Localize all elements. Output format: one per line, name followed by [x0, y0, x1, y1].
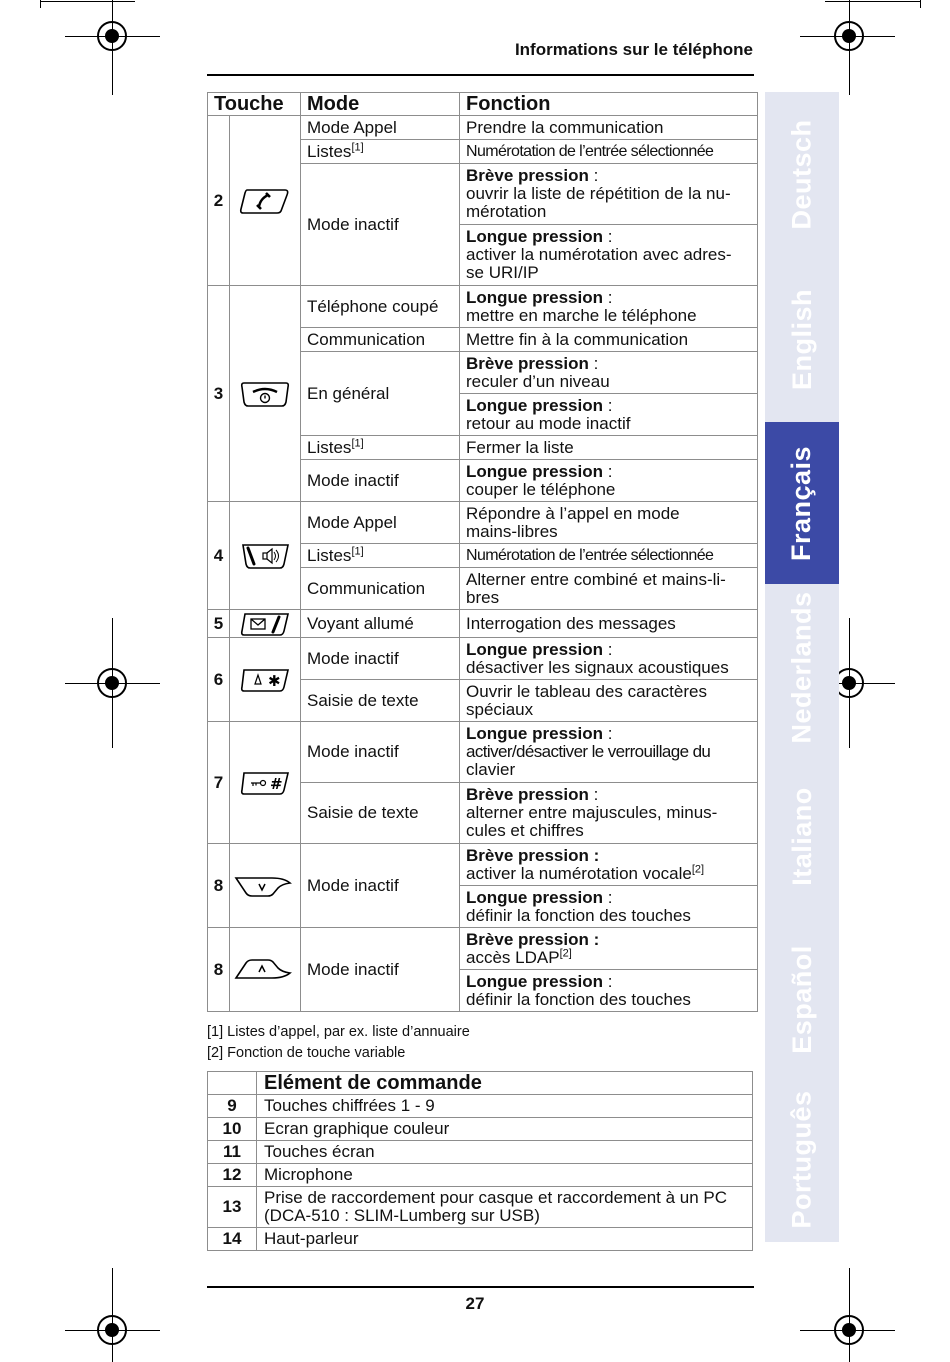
- mode-cell: Listes[1]: [301, 436, 460, 460]
- mode-cell: Listes[1]: [301, 140, 460, 164]
- mode-cell: Communication: [301, 568, 460, 610]
- function-cell: Longue pression : activer la numérotation avec adres- se URI/IP: [460, 225, 758, 286]
- speaker-key-icon: [239, 542, 291, 570]
- key-number: 2: [208, 116, 230, 286]
- registration-mark: [97, 1315, 127, 1345]
- header-rule: [207, 74, 754, 76]
- table-row: [208, 610, 758, 638]
- mode-cell: Mode inactif: [301, 164, 460, 286]
- function-cell: Longue pression : désactiver les signaux acoustiques: [460, 638, 758, 680]
- table-header-row: [208, 1072, 753, 1095]
- language-sidebar: [765, 92, 839, 1242]
- key-number: 3: [208, 286, 230, 502]
- registration-mark: [834, 1315, 864, 1345]
- header-fonction: Fonction: [460, 93, 758, 116]
- mode-cell: Mode inactif: [301, 638, 460, 680]
- function-cell: Prendre la communication: [460, 116, 758, 140]
- mode-cell: Mode inactif: [301, 460, 460, 502]
- tab-portugues[interactable]: Português: [786, 1090, 817, 1229]
- table-row: 13 Prise de raccordement pour casque et raccordement à un PC (DCA-510 : SLIM-Lumberg sur USB): [208, 1187, 753, 1228]
- handset-hangup-icon: [239, 380, 291, 408]
- header-touche: Touche: [208, 93, 301, 116]
- mode-cell: Saisie de texte: [301, 783, 460, 844]
- function-cell: Brève pression : reculer d’un niveau: [460, 352, 758, 394]
- key-number: 8: [208, 928, 230, 1012]
- mode-cell: Mode inactif: [301, 928, 460, 1012]
- tab-italiano[interactable]: Italiano: [786, 786, 817, 886]
- registration-mark: [97, 668, 127, 698]
- function-cell: Interrogation des messages: [460, 610, 758, 638]
- mode-cell: Téléphone coupé: [301, 286, 460, 328]
- tab-nederlands[interactable]: Nederlands: [786, 590, 817, 744]
- page-number: 27: [465, 1294, 485, 1313]
- registration-mark: [834, 21, 864, 51]
- footer-rule: [207, 1286, 754, 1288]
- key-number: 4: [208, 502, 230, 610]
- table-row: [208, 638, 758, 680]
- control-elements-table: [207, 1071, 753, 1251]
- table-header-row: [208, 93, 758, 116]
- svg-text:✱: ✱: [268, 671, 281, 690]
- key-number: 6: [208, 638, 230, 722]
- table-row: 10 Ecran graphique couleur: [208, 1118, 753, 1141]
- function-cell: Longue pression : activer/désactiver le verrouillage du clavier: [460, 722, 758, 783]
- table-row: [208, 116, 758, 140]
- handset-lift-icon: [239, 187, 291, 215]
- registration-mark: [97, 21, 127, 51]
- function-cell: Longue pression : définir la fonction des touches: [460, 886, 758, 928]
- mode-cell: Mode inactif: [301, 844, 460, 928]
- mode-cell: Mode inactif: [301, 722, 460, 783]
- function-cell: Longue pression : retour au mode inactif: [460, 394, 758, 436]
- tab-english[interactable]: English: [786, 288, 817, 391]
- key-number: 7: [208, 722, 230, 844]
- mode-cell: Mode Appel: [301, 502, 460, 544]
- footnotes: [207, 1022, 470, 1064]
- message-key-icon: [239, 611, 291, 637]
- function-cell: Longue pression : mettre en marche le téléphone: [460, 286, 758, 328]
- footnote: [2] Fonction de touche variable: [207, 1045, 406, 1061]
- table-row: 12 Microphone: [208, 1164, 753, 1187]
- function-cell: Mettre fin à la communication: [460, 328, 758, 352]
- bell-star-key-icon: [239, 667, 291, 693]
- function-cell: Alterner entre combiné et mains-li- bres: [460, 568, 758, 610]
- tab-deutsch[interactable]: Deutsch: [786, 119, 817, 230]
- function-cell: Numérotation de l’entrée sélectionnée: [460, 140, 758, 164]
- function-cell: Longue pression : couper le téléphone: [460, 460, 758, 502]
- function-cell: Numérotation de l’entrée sélectionnée: [460, 544, 758, 568]
- key-function-table: [207, 92, 758, 1012]
- key-hash-key-icon: [239, 770, 291, 796]
- function-cell: Ouvrir le tableau des caractères spéciaux: [460, 680, 758, 722]
- function-cell: Répondre à l’appel en mode mains-libres: [460, 502, 758, 544]
- mode-cell: Communication: [301, 328, 460, 352]
- mode-cell: Mode Appel: [301, 116, 460, 140]
- key-number: 8: [208, 844, 230, 928]
- table-row: [208, 502, 758, 544]
- table-row: [208, 928, 758, 970]
- function-cell: Brève pression : activer la numérotation vocale[2]: [460, 844, 758, 886]
- table-row: 14 Haut-parleur: [208, 1228, 753, 1251]
- function-cell: Longue pression : définir la fonction des touches: [460, 970, 758, 1012]
- page-header-title: Informations sur le téléphone: [514, 40, 753, 59]
- function-cell: Fermer la liste: [460, 436, 758, 460]
- nav-down-key-icon: [234, 874, 296, 898]
- header-mode: Mode: [301, 93, 460, 116]
- header-element: Elément de commande: [257, 1072, 753, 1095]
- mode-cell: En général: [301, 352, 460, 436]
- nav-up-key-icon: [234, 958, 296, 982]
- svg-text:#: #: [270, 774, 283, 793]
- table-row: 9 Touches chiffrées 1 - 9: [208, 1095, 753, 1118]
- function-cell: Brève pression : accès LDAP[2]: [460, 928, 758, 970]
- table-row: [208, 722, 758, 783]
- tab-francais[interactable]: Français: [765, 422, 839, 584]
- table-row: 11 Touches écran: [208, 1141, 753, 1164]
- key-number: 5: [208, 610, 230, 638]
- tab-espanol[interactable]: Español: [786, 945, 817, 1054]
- footnote: [1] Listes d’appel, par ex. liste d’annuaire: [207, 1024, 470, 1040]
- mode-cell: Saisie de texte: [301, 680, 460, 722]
- mode-cell: Listes[1]: [301, 544, 460, 568]
- mode-cell: Voyant allumé: [301, 610, 460, 638]
- table-row: [208, 286, 758, 328]
- function-cell: Brève pression : ouvrir la liste de répétition de la nu- mérotation: [460, 164, 758, 225]
- function-cell: Brève pression : alterner entre majuscules, minus- cules et chiffres: [460, 783, 758, 844]
- table-row: [208, 844, 758, 886]
